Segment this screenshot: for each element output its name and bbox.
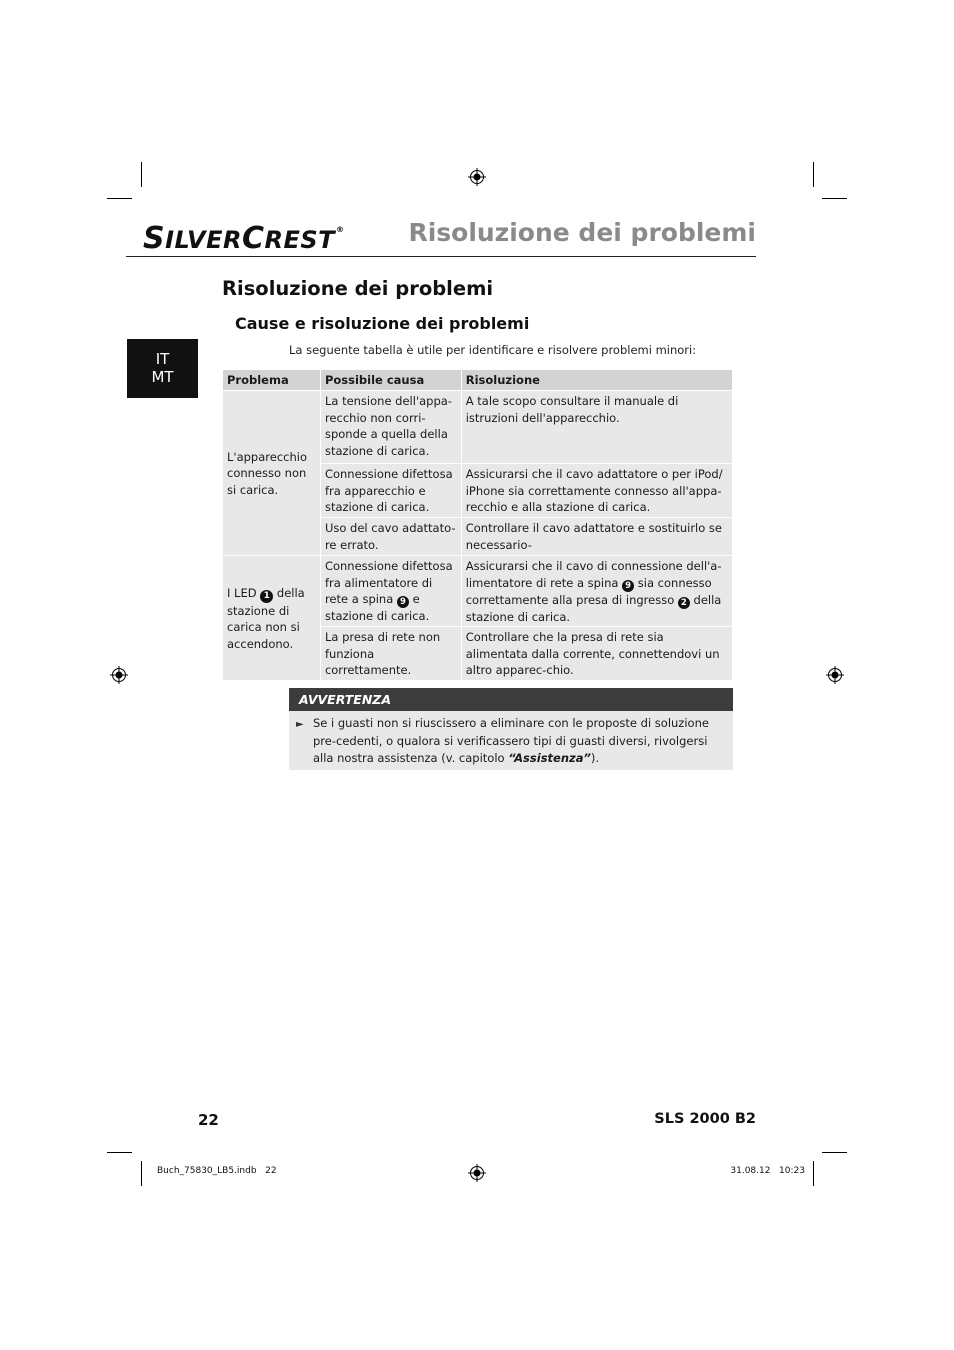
print-slug-file: Buch_75830_LB5.indb 22 [157,1166,277,1176]
bullet-arrow-icon: ► [296,719,304,730]
table-row [223,556,733,627]
solution-cell: A tale scopo consultare il manuale di istruzioni dell'apparecchio. [461,391,732,464]
solution-cell: Assicurarsi che il cavo adattatore o per iPod/ iPhone sia correttamente connesso all'appa-recchio e alla stazione di carica. [461,464,732,518]
header-divider [126,256,756,257]
column-header-solution: Risoluzione [461,370,732,391]
part-number-badge: 9 [397,596,409,608]
problem-cell: L'apparecchio connesso non si carica. [223,391,321,556]
section-subtitle: Cause e risoluzione dei problemi [235,314,530,333]
part-number-badge: 2 [678,597,690,609]
registration-mark-icon [110,666,128,684]
silvercrest-logo: SILVERCREST® [143,221,345,256]
cause-cell: Uso del cavo adattato-re errato. [320,518,461,556]
problem-cell: I LED 1 della stazione di carica non si accendono. [223,556,321,681]
table-row [223,391,733,464]
solution-cell: Controllare che la presa di rete sia alimentata dalla corrente, connettendovi un altro apparec-chio. [461,627,732,681]
chapter-reference: “Assistenza” [508,751,591,765]
language-tab [127,339,198,398]
part-number-badge: 1 [260,590,273,603]
crop-mark [813,162,814,187]
section-title: Risoluzione dei problemi [222,277,494,300]
crop-mark [813,1161,814,1186]
warning-body: ► Se i guasti non si riuscissero a eliminare con le proposte di soluzione pre-cedenti, o qualora si verificassero tipi di guasti diversi, rivolgersi alla nostra assistenza (v. capitolo “Assistenza”). [289,711,733,770]
model-name: SLS 2000 B2 [654,1111,756,1127]
crop-mark [107,198,132,199]
print-slug-date: 31.08.12 10:23 [730,1166,805,1176]
crop-mark [141,1161,142,1186]
cause-cell: La tensione dell'appa-recchio non corri-sponde a quella della stazione di carica. [320,391,461,464]
registration-mark-icon [826,666,844,684]
registration-mark-icon [468,1164,486,1182]
solution-cell: Assicurarsi che il cavo di connessione dell'a-limentatore di rete a spina 9 sia connesso correttamente alla presa di ingresso 2 della stazione di carica. [461,556,732,627]
column-header-cause: Possibile causa [320,370,461,391]
language-code: MT [151,368,174,386]
warning-title: AVVERTENZA [289,688,733,711]
troubleshooting-table [222,369,733,681]
language-code: IT [155,350,170,368]
registration-mark-icon [468,168,486,186]
intro-text: La seguente tabella è utile per identificare e risolvere problemi minori: [289,343,697,357]
cause-cell: La presa di rete non funziona correttamente. [320,627,461,681]
column-header-problem: Problema [223,370,321,391]
page-number: 22 [198,1111,219,1129]
crop-mark [141,162,142,187]
cause-cell: Connessione difettosa fra apparecchio e stazione di carica. [320,464,461,518]
crop-mark [822,1152,847,1153]
header-title: Risoluzione dei problemi [408,218,756,247]
crop-mark [822,198,847,199]
crop-mark [107,1152,132,1153]
table-header-row [223,370,733,391]
solution-cell: Controllare il cavo adattatore e sostituirlo se necessario- [461,518,732,556]
cause-cell: Connessione difettosa fra alimentatore di rete a spina 9 e stazione di carica. [320,556,461,627]
part-number-badge: 9 [622,580,634,592]
